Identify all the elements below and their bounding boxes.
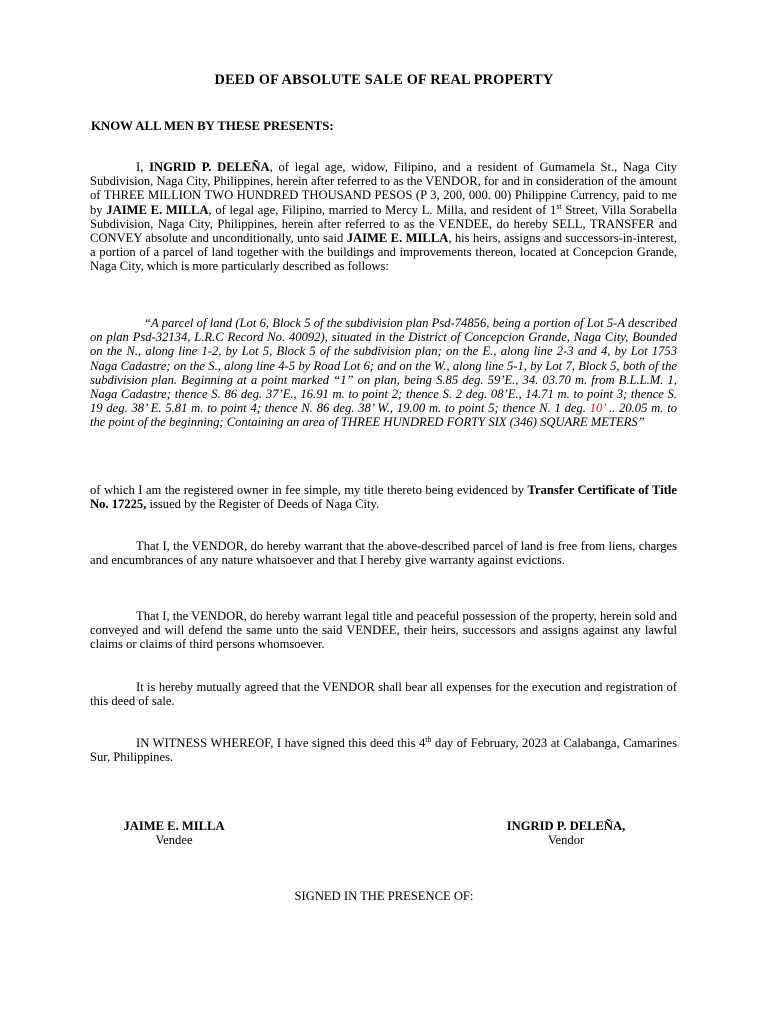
expenses-paragraph: It is hereby mutually agreed that the VENDOR shall bear all expenses for the execution and registration of this deed of sale. [90, 680, 677, 709]
p6-text-1: IN WITNESS WHEREOF, I have signed this deed this 4 [136, 736, 426, 750]
p1-text-1: I, [136, 160, 150, 174]
sale-paragraph [90, 160, 677, 274]
vendor-name: INGRID P. DELEÑA [149, 160, 270, 174]
witness-heading: SIGNED IN THE PRESENCE OF: [294, 889, 474, 903]
vendee-signature-name: JAIME E. MILLA [123, 819, 225, 833]
p2-text-2: issued by the Register of Deeds of Naga City. [146, 497, 380, 512]
vendee-signature-role: Vendee [155, 833, 193, 848]
day-ordinal: th [425, 735, 432, 744]
vendor-signature-name: INGRID P. DELEÑA, [506, 819, 626, 833]
vendee-name: JAIME E. MILLA [106, 202, 209, 217]
p1-text-2: , of legal age, widow, Filipino, and a resident of Gumamela St., Naga City Subdivision, Naga City, Philippines, herein after referred to as the VENDOR, for and in consideration of the amount of THREE MILLION TWO HUNDRED THOUSAND PESOS (P 3, 200, 000. 00) Philippine Currency, paid to me by [90, 160, 677, 217]
p1-text-3: , of legal age, Filipino, married to Mercy L. Milla, and resident of 1 [208, 202, 557, 217]
vendee-name-repeat: JAIME E. MILLA [346, 231, 449, 246]
opening-heading: KNOW ALL MEN BY THESE PRESENTS: [91, 119, 334, 133]
street-ordinal: st [556, 201, 562, 211]
warranty-paragraph: That I, the VENDOR, do hereby warrant that the above-described parcel of land is free from liens, charges and encumbrances of any nature whatsoever and that I hereby give warranty against evictions. [90, 539, 677, 568]
document-title: DEED OF ABSOLUTE SALE OF REAL PROPERTY [214, 72, 554, 88]
property-description [90, 316, 677, 430]
p2-text-1: of which I am the registered owner in fee simple, my title thereto being evidenced by [90, 483, 528, 497]
tct-number: Transfer Certificate of Title No. 17225, [90, 483, 677, 512]
red-annotation: 10’ [589, 401, 606, 416]
p1-text-4: Street, Villa Sorabella Subdivision, Naga City, Philippines, herein after referred to as the VENDEE, do hereby SELL, TRANSFER and CONVEY absolute and unconditionally, unto said [90, 202, 678, 246]
vendor-signature-block [490, 819, 642, 847]
quote-text-2: .. 20.05 m. to the point of the beginning; Containing an area of THREE HUNDRED FORTY SIX (346) SQUARE METERS” [90, 401, 677, 430]
quote-text-1: “A parcel of land (Lot 6, Block 5 of the subdivision plan Psd-74856, being a portion of Lot 5-A described on plan Psd-32134, L.R.C Record No. 40092), situated in the District of Concepcion Grande, Naga City, Bounded on the N., along line 1-2, by Lot 5, Block 5 of the subdivision plan; on the E., along line 2-3 and 4, by Lot 1753 Naga Cadastre; on the S., along line 4-5 by Road Lot 6; and on the W., along line 5-1, by Lot 7, Block 5, both of the subdivision plan. Beginning at a point marked “1” on plan, being S.85 deg. 59’E., 34. 03.70 m. from B.L.L.M. 1, Naga Cadastre; thence S. 86 deg. 37’E., 16.91 m. to point 2; thence S. 2 deg. 08’E., 14.71 m. to point 3; thence S. 19 deg. 38’ E. 5.81 m. to point 4; thence N. 86 deg. 38’ W., 19.00 m. to point 5; thence N. 1 deg. [90, 316, 677, 416]
p1-text-5: , his heirs, assigns and successors-in-interest, a portion of a parcel of land together with the buildings and improvements thereon, located at Concepcion Grande, Naga City, which is more particularly described as follows: [90, 231, 677, 274]
vendee-signature-block [108, 819, 240, 847]
ownership-paragraph [90, 483, 677, 511]
p6-text-2: day of February, 2023 at Calabanga, Camarines Sur, Philippines. [90, 736, 677, 765]
title-warranty-paragraph: That I, the VENDOR, do hereby warrant legal title and peaceful possession of the property, herein sold and conveyed and will defend the same unto the said VENDEE, their heirs, successors and assigns against any lawful claims or claims of third persons whomsoever. [90, 609, 677, 652]
witness-paragraph [90, 736, 677, 764]
vendor-signature-role: Vendor [547, 833, 585, 848]
